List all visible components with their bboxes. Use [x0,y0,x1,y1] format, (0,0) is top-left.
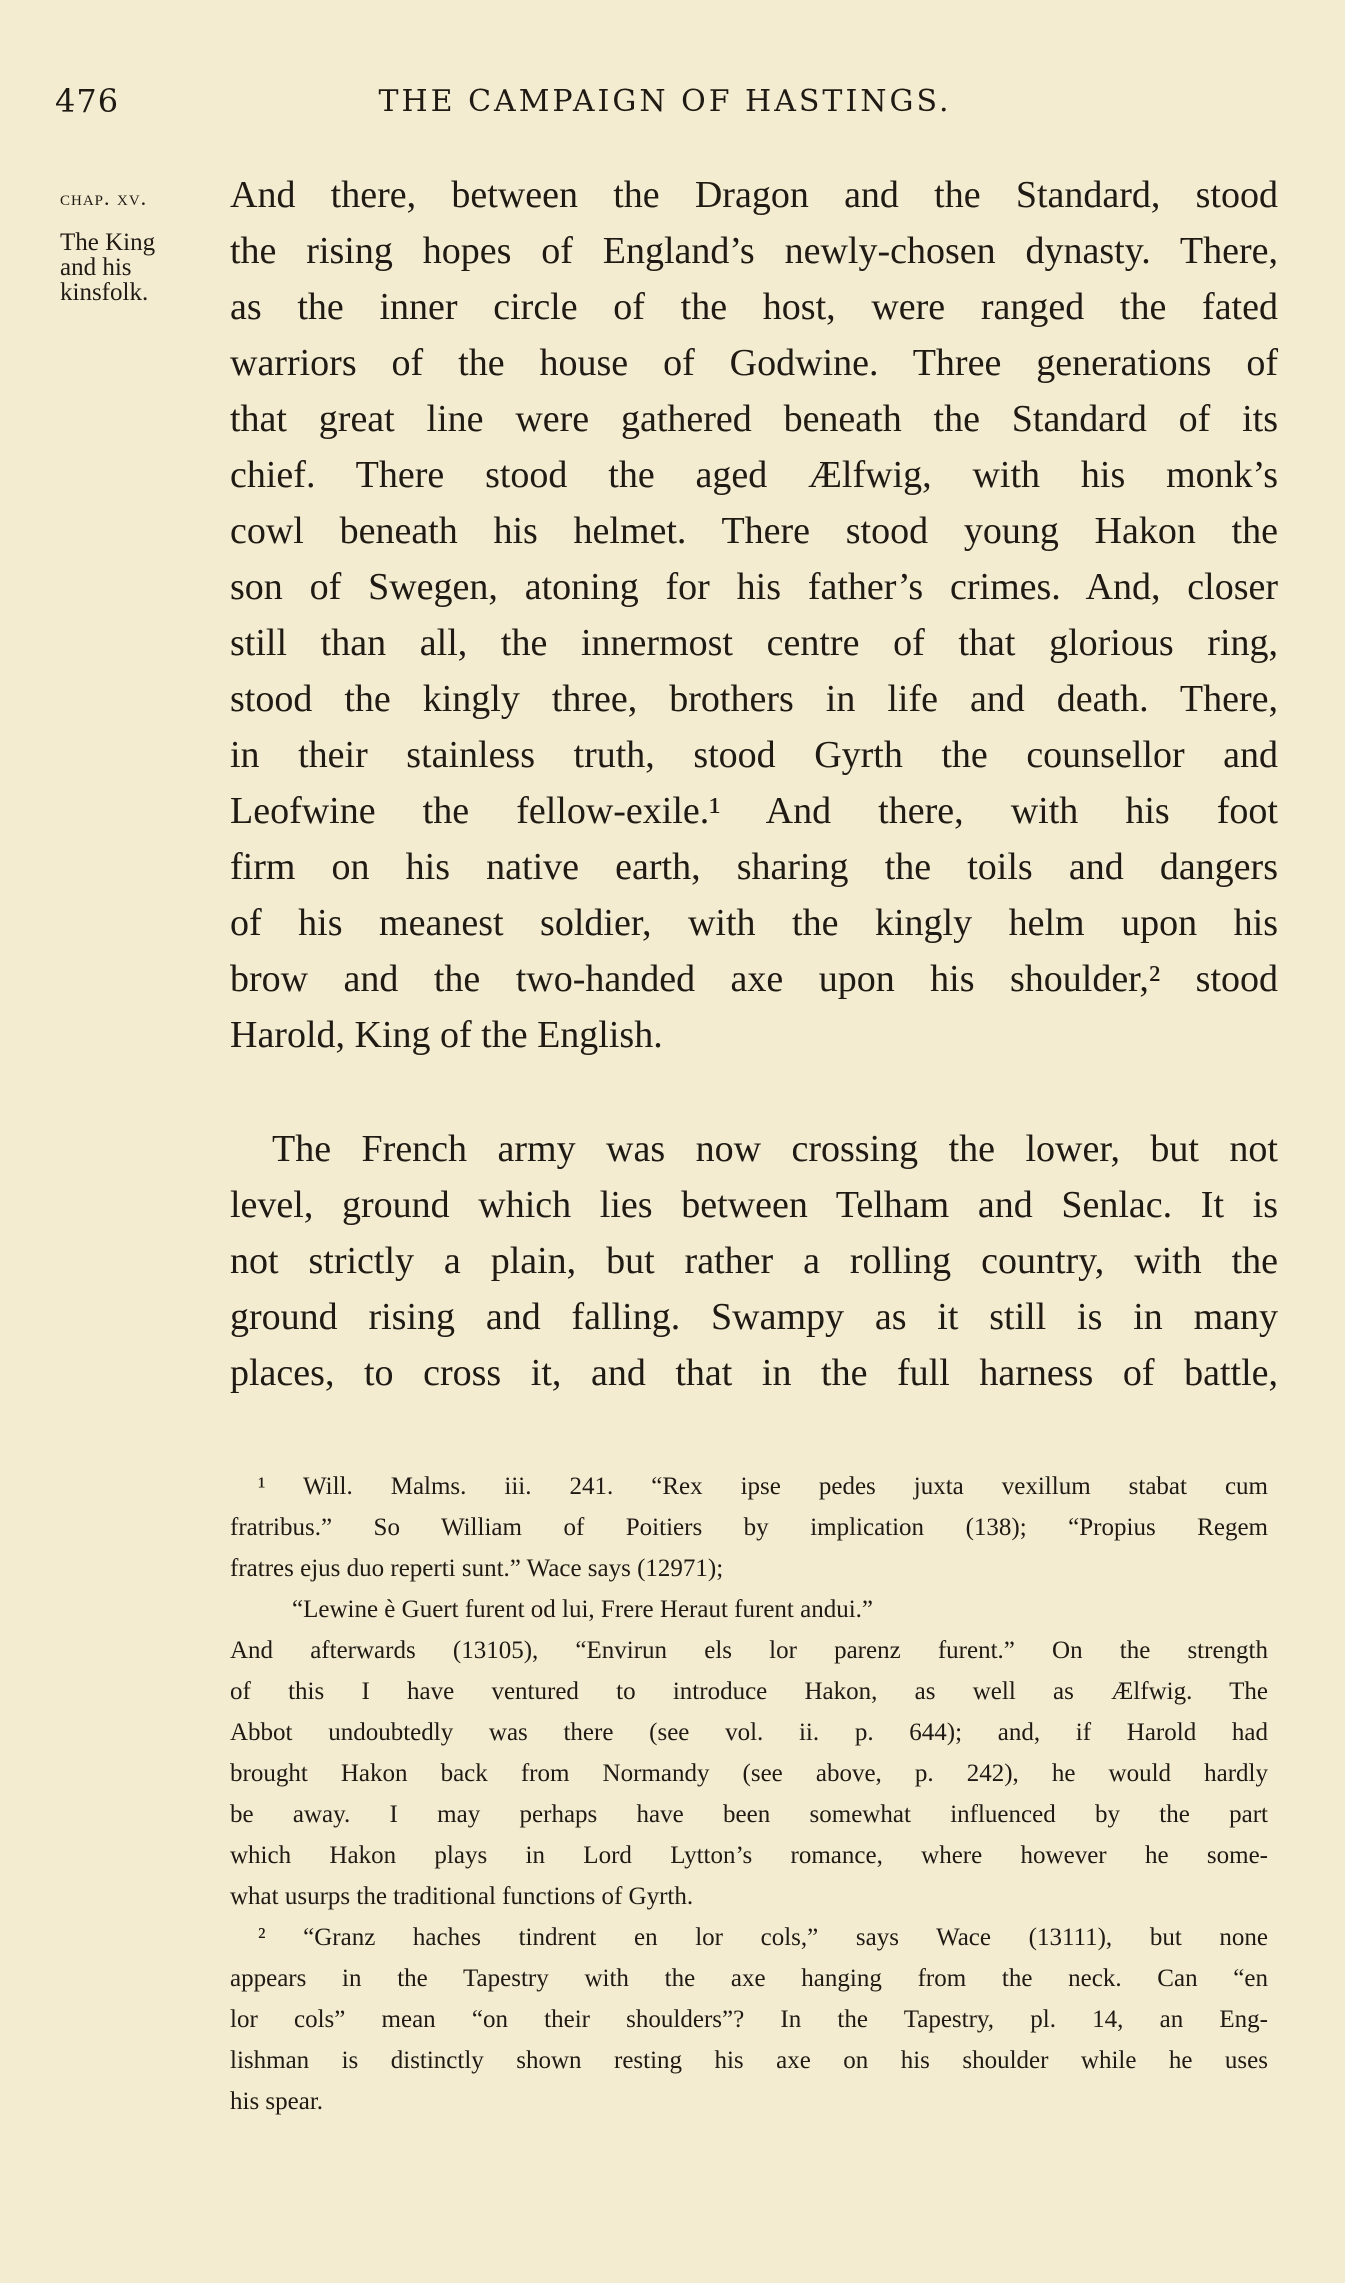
running-header [55,82,1275,132]
text-line: Harold, King of the English. [230,1014,663,1056]
footnote-line: appears in the Tapestry with the axe hanging from the neck. Can “en [230,1965,1268,1992]
text-line: And there, between the Dragon and the Standard, stood [230,174,1278,216]
footnote-line: And afterwards (13105), “Envirun els lor parenz furent.” On the strength [230,1637,1268,1664]
chapter-marginal: chap. xv. [60,185,148,210]
sidenote-line: kinsfolk. [60,279,149,306]
text-line: level, ground which lies between Telham and Senlac. It is [230,1184,1278,1226]
footnote-verse: “Lewine è Guert furent od lui, Frere Heraut furent andui.” [292,1596,874,1623]
footnote-line: fratribus.” So William of Poitiers by implication (138); “Propius Regem [230,1514,1268,1541]
footnote-line: which Hakon plays in Lord Lytton’s romance, where however he some- [230,1842,1268,1869]
text-line: the rising hopes of England’s newly-chosen dynasty. There, [230,230,1278,272]
footnote-line: ¹ Will. Malms. iii. 241. “Rex ipse pedes juxta vexillum stabat cum [258,1473,1268,1500]
footnote-line: fratres ejus duo reperti sunt.” Wace says (12971); [230,1555,724,1582]
footnote-line: what usurps the traditional functions of Gyrth. [230,1883,694,1910]
text-line: chief. There stood the aged Ælfwig, with his monk’s [230,454,1278,496]
text-line: not strictly a plain, but rather a rolling country, with the [230,1240,1278,1282]
text-line: in their stainless truth, stood Gyrth the counsellor and [230,734,1278,776]
text-line: places, to cross it, and that in the full harness of battle, [230,1352,1278,1394]
text-line: that great line were gathered beneath the Standard of its [230,398,1278,440]
sidenote [60,230,230,305]
footnote-line: lishman is distinctly shown resting his axe on his shoulder while he uses [230,2047,1268,2074]
footnote-line: his spear. [230,2088,324,2115]
text-line: The French army was now crossing the lower, but not [272,1128,1278,1170]
running-title: THE CAMPAIGN OF HASTINGS. [378,84,952,119]
text-line: Leofwine the fellow-exile.¹ And there, with his foot [230,790,1278,832]
text-line: still than all, the innermost centre of that glorious ring, [230,622,1278,664]
text-line: as the inner circle of the host, were ranged the fated [230,286,1278,328]
sidenote-line: The King [60,229,156,256]
page-number: 476 [55,82,120,120]
text-line: cowl beneath his helmet. There stood young Hakon the [230,510,1278,552]
sidenote-line: and his [60,254,132,281]
footnote-line: brought Hakon back from Normandy (see above, p. 242), he would hardly [230,1760,1268,1787]
footnote-line: Abbot undoubtedly was there (see vol. ii. p. 644); and, if Harold had [230,1719,1268,1746]
text-line: of his meanest soldier, with the kingly helm upon his [230,902,1278,944]
text-line: son of Swegen, atoning for his father’s crimes. And, closer [230,566,1278,608]
footnote-line: be away. I may perhaps have been somewhat influenced by the part [230,1801,1268,1828]
text-line: stood the kingly three, brothers in life and death. There, [230,678,1278,720]
text-line: brow and the two-handed axe upon his shoulder,² stood [230,958,1278,1000]
text-line: warriors of the house of Godwine. Three generations of [230,342,1278,384]
footnote-line: of this I have ventured to introduce Hakon, as well as Ælfwig. The [230,1678,1268,1705]
footnote-line: lor cols” mean “on their shoulders”? In the Tapestry, pl. 14, an Eng- [230,2006,1268,2033]
footnote-line: ² “Granz haches tindrent en lor cols,” says Wace (13111), but none [258,1924,1268,1951]
text-line: firm on his native earth, sharing the toils and dangers [230,846,1278,888]
text-line: ground rising and falling. Swampy as it still is in many [230,1296,1278,1338]
